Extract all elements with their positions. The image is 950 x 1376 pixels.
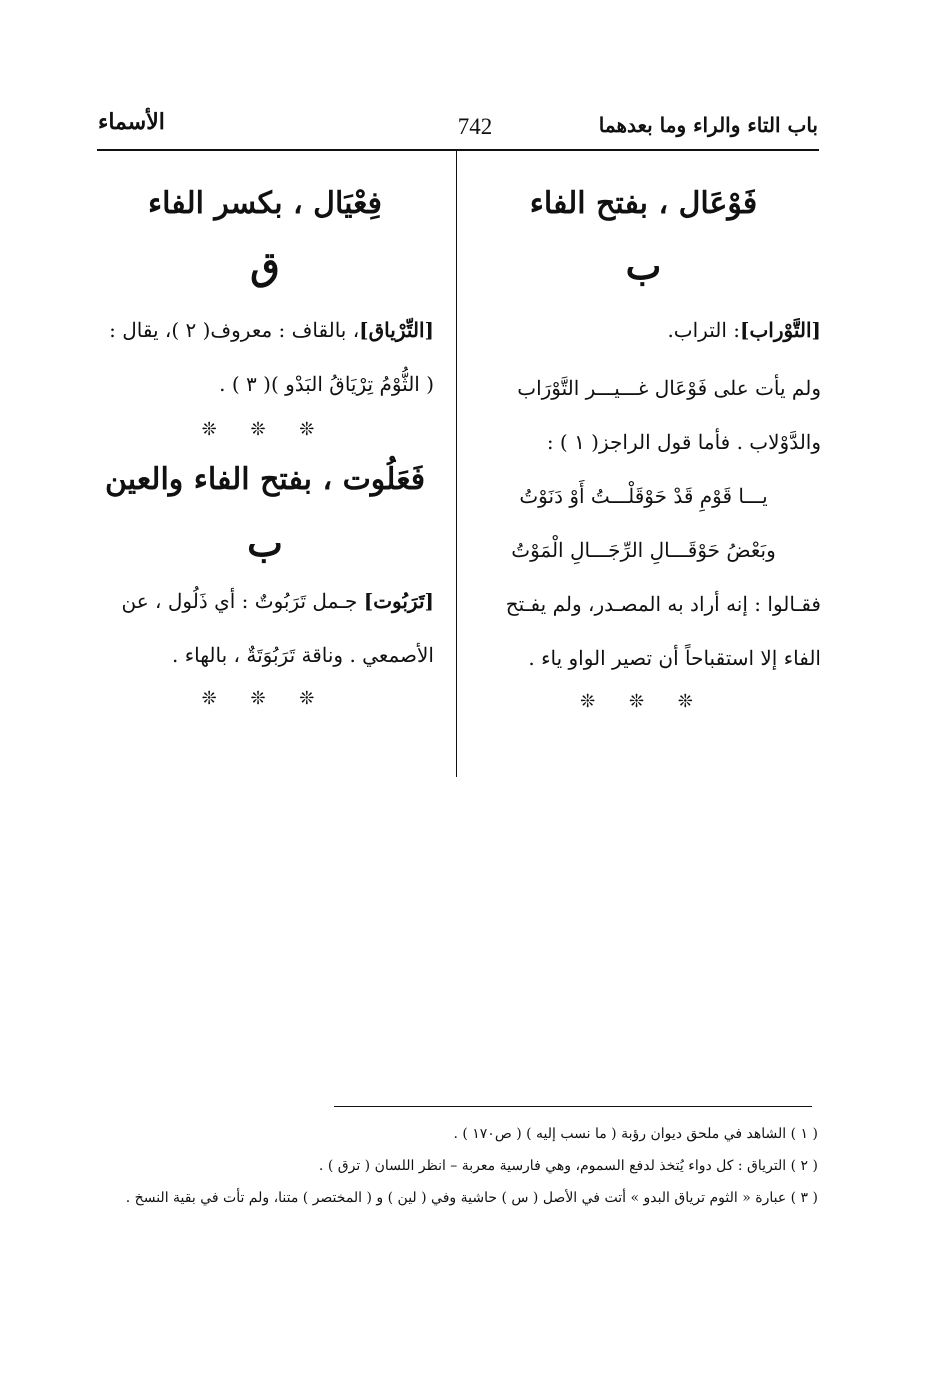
entry-tarabut (96, 574, 434, 682)
verse-line-1: يـــا قَوْمِ قَدْ حَوْقَلْـــتُ أَوْ دَنَوْتُ (519, 483, 768, 508)
entry-keyword: [تَرَبُوت] (363, 589, 434, 613)
entry-tawrab (466, 303, 821, 357)
verse-line-2: وبَعْضُ حَوْقَـــالِ الرِّجَـــالِ الْمَوْتُ (511, 537, 776, 562)
paragraph-explanation (466, 577, 821, 685)
paragraph-line: ولم يأت على فَوْعَال غـــيـــر التَّوْرَاب (517, 375, 821, 400)
section-separator-stars: ❊ ❊ ❊ (580, 690, 707, 712)
footnote-3: ( ٣ ) عبارة « الثوم ترياق البدو » أتت في الأصل ( س ) حاشية وفي ( لين ) و ( المختصر ) متنا، ولم تأت في بقية النسخ . (125, 1190, 818, 1206)
right-column (466, 170, 821, 712)
paragraph-line: الأصمعي . وناقة تَرَبُوَتَةٌ ، بالهاء . (171, 643, 434, 667)
paragraph-line: الفاء إلا استقباحاً أن تصير الواو ياء . (528, 645, 821, 670)
footnote-2: ( ٢ ) الترياق : كل دواء يُتخذ لدفع السموم، وهي فارسية معربة – انظر اللسان ( ترق ) . (318, 1158, 818, 1174)
running-head-chapter: باب التاء والراء وما بعدهما (598, 113, 818, 137)
paragraph-line (96, 303, 434, 357)
entry-definition: ، بالقاف : معروف( ٢ )، يقال : (109, 317, 360, 342)
footnote-1: ( ١ ) الشاهد في ملحق ديوان رؤبة ( ما نسب إليه ) ( ص١٧٠ ) . (453, 1126, 818, 1142)
paragraph-line: ( الثُّوْمُ تِرْيَاقُ البَدْو )( ٣ ) . (219, 371, 434, 396)
page-number: 742 (457, 114, 493, 139)
running-head-section: الأسماء (98, 109, 165, 135)
section-separator-stars: ❊ ❊ ❊ (201, 418, 329, 440)
letter-heading-ba: ب (247, 520, 283, 565)
pattern-heading-fawaal: فَوْعَال ، بفتح الفاء (529, 186, 758, 221)
footnote-rule (334, 1106, 812, 1107)
entry-definition: : التراب. (667, 317, 740, 342)
pattern-heading-fiyal: فِعْيَال ، بكسر الفاء (148, 186, 382, 221)
entry-keyword: [التَّوْراب] (740, 317, 821, 342)
letter-heading-qaf: ق (250, 242, 280, 288)
paragraph-no-other (466, 361, 821, 469)
paragraph-line: فقـالوا : إنه أراد به المصـدر، ولم يفـتح (505, 591, 821, 616)
entry-definition: جـمل تَرَبُوتٌ : أي ذَلُول ، عن (121, 589, 358, 613)
paragraph-line (96, 574, 434, 628)
section-separator-stars: ❊ ❊ ❊ (201, 688, 329, 709)
left-column (96, 170, 434, 709)
letter-heading-ba: ب (625, 242, 662, 288)
header-rule (97, 149, 819, 151)
pattern-heading-faalut: فَعَلُوت ، بفتح الفاء والعين (104, 461, 426, 497)
column-divider (456, 150, 457, 777)
paragraph-line: والدَّوْلاب . فأما قول الراجز( ١ ) : (546, 429, 821, 454)
entry-keyword: [التِّرْياق] (359, 317, 434, 342)
entry-tiryaq (96, 303, 434, 411)
